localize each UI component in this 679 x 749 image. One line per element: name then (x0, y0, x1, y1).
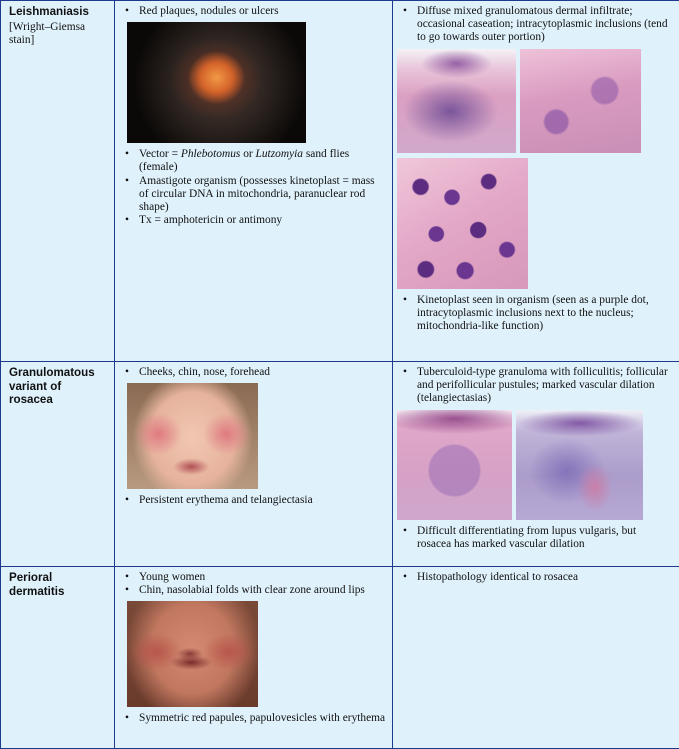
ulcer-photo (127, 22, 306, 143)
histology-list (401, 5, 673, 45)
list-item: • Amastigote organism (possesses kinetoplast = mass of circular DNA in mitochondria, paranuclear rod shape) (123, 175, 386, 215)
clinical-list (123, 148, 386, 227)
micrograph-medium-power (520, 49, 641, 153)
table-row (1, 567, 679, 749)
perioral-face-photo (127, 601, 258, 707)
clinical-list (123, 494, 386, 507)
diagnosis-cell (1, 567, 115, 749)
list-item: • Red plaques, nodules or ulcers (123, 5, 386, 18)
diagnosis-cell (1, 1, 115, 362)
diagnosis-cell (1, 362, 115, 567)
histology-list (401, 525, 673, 551)
micrograph-rosacea-1 (397, 410, 512, 520)
micrograph-low-power (397, 49, 516, 153)
list-item: • Chin, nasolabial folds with clear zone around lips (123, 584, 386, 597)
histology-cell (393, 362, 679, 567)
list-item: • Histopathology identical to rosacea (401, 571, 673, 584)
histology-list (401, 366, 673, 406)
list-item: • Young women (123, 571, 386, 584)
micrograph-row (397, 49, 673, 153)
diagnosis-name: Perioral dermatitis (9, 571, 65, 598)
list-item: • Vector = Phlebotomus or Lutzomyia sand flies (female) (123, 148, 386, 174)
list-item: • Kinetoplast seen in organism (seen as a purple dot, intracytoplasmic inclusions next to the nucleus; mitochondria-like function) (401, 294, 673, 334)
clinical-list (123, 366, 386, 379)
list-item: • Diffuse mixed granulomatous dermal infiltrate; occasional caseation; intracytoplasmic inclusions (tend to go towards outer portion) (401, 5, 673, 45)
clinical-cell (115, 362, 393, 567)
list-item: • Difficult differentiating from lupus vulgaris, but rosacea has marked vascular dilation (401, 525, 673, 551)
micrograph-high-power (397, 158, 528, 289)
table-row (1, 1, 679, 362)
clinical-list (123, 571, 386, 597)
histology-cell (393, 567, 679, 749)
diagnosis-name: Granulomatous variant of rosacea (9, 366, 95, 406)
clinical-list (123, 712, 386, 725)
list-item: • Symmetric red papules, papulovesicles with erythema (123, 712, 386, 725)
clinical-list (123, 5, 386, 18)
rosacea-face-photo (127, 383, 258, 489)
list-item: • Tuberculoid-type granuloma with folliculitis; follicular and perifollicular pustules; marked vascular dilation (telangiectasias) (401, 366, 673, 406)
clinical-cell (115, 567, 393, 749)
histology-list (401, 571, 673, 584)
clinical-cell (115, 1, 393, 362)
stain-note: [Wright–Giemsa stain] (9, 20, 86, 46)
micrograph-row (397, 410, 673, 520)
list-item: • Cheeks, chin, nose, forehead (123, 366, 386, 379)
histology-list (401, 294, 673, 334)
list-item: • Tx = amphotericin or antimony (123, 214, 386, 227)
micrograph-rosacea-2 (516, 410, 643, 520)
histology-cell (393, 1, 679, 362)
table-row (1, 362, 679, 567)
diagnosis-name: Leishmaniasis (9, 5, 89, 18)
list-item: • Persistent erythema and telangiectasia (123, 494, 386, 507)
